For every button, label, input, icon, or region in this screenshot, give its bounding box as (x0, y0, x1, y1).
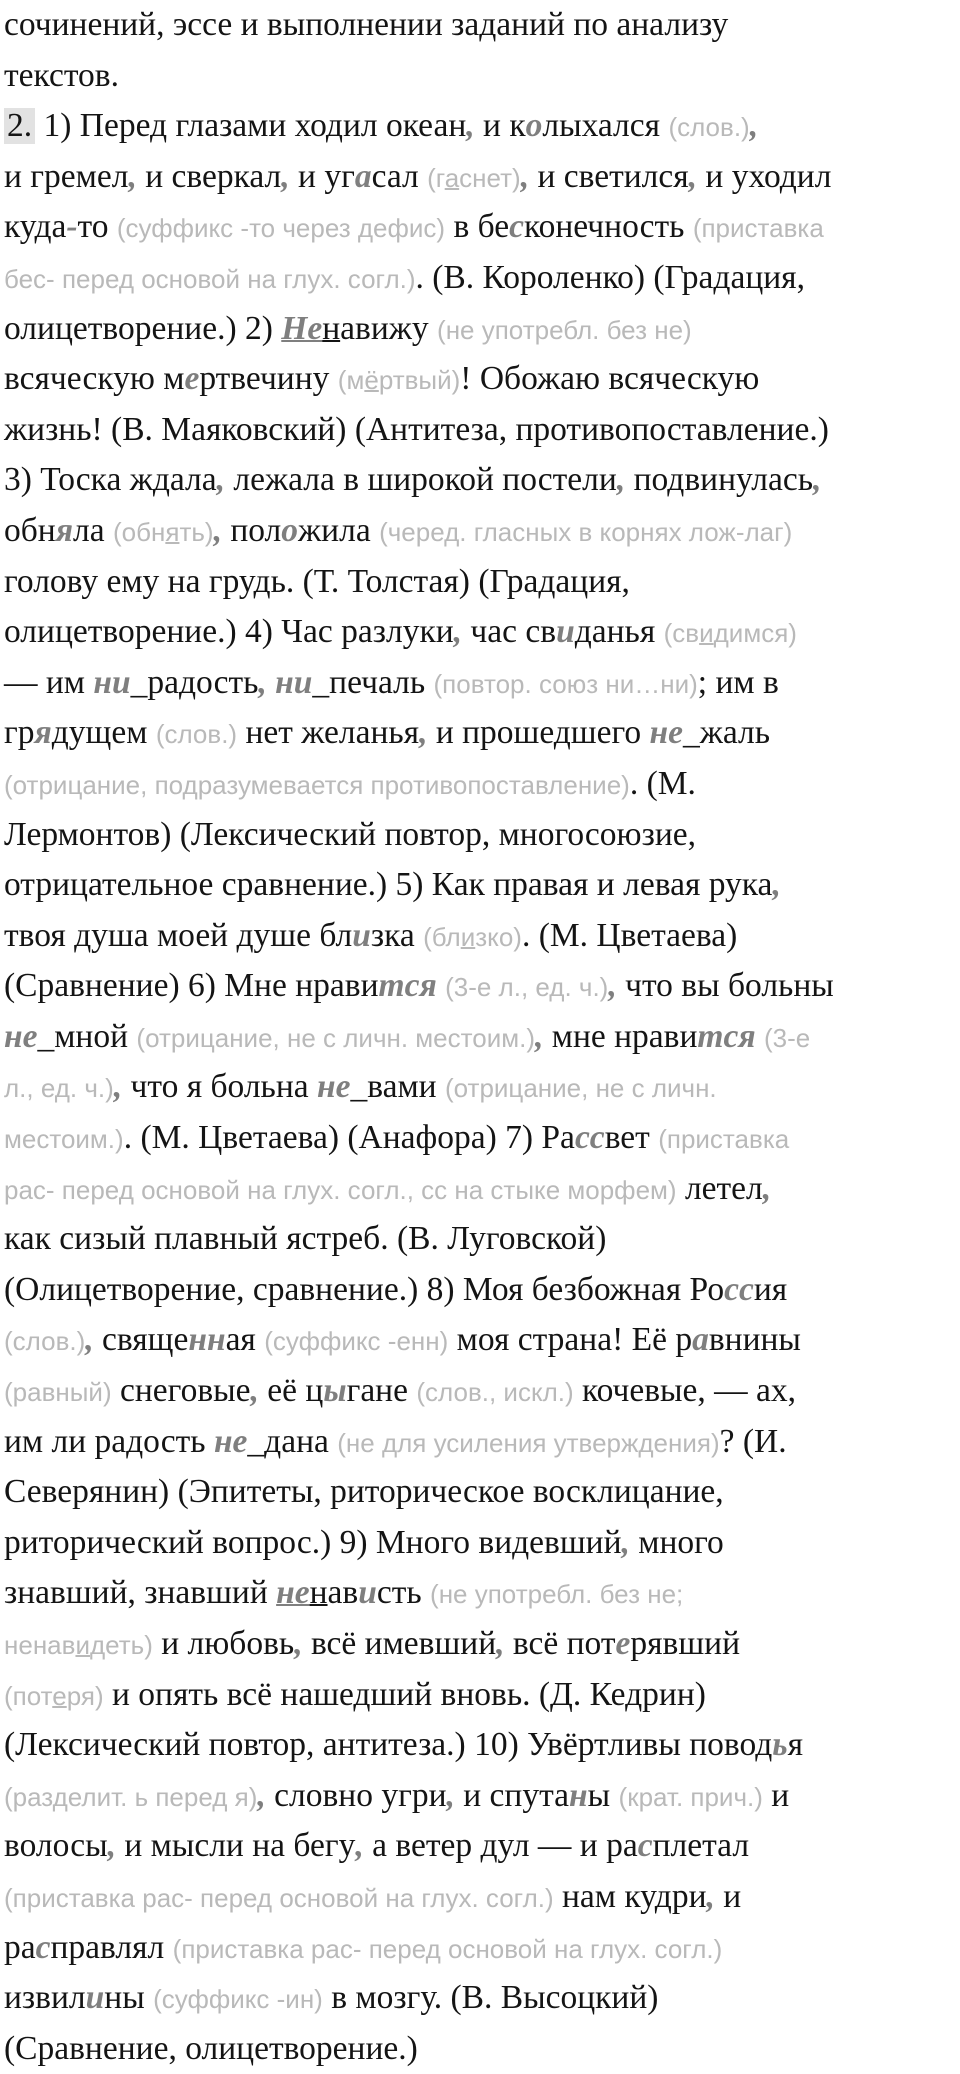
grammar-hint: (повтор. союз ни…ни) (433, 668, 698, 699)
spelling-mark: о (281, 511, 299, 549)
text-run: ртвечину (199, 360, 338, 398)
text-run: и уходил (697, 157, 832, 195)
spelling-mark: е (184, 360, 200, 398)
text-run: (Олицетворение, сравнение.) 8) Моя безбожная Ро (4, 1270, 725, 1308)
spelling-mark: , (496, 1625, 505, 1662)
spelling-mark: , (250, 1372, 259, 1410)
text-run: в мозгу. (В. Высоцкий) (322, 1979, 659, 2017)
text-run: куда (4, 208, 67, 246)
spelling-mark: тся (697, 1017, 756, 1055)
spelling-mark: ы (323, 1372, 347, 1410)
grammar-hint: и (699, 618, 714, 649)
text-run: и мысли на бегу (115, 1827, 356, 1865)
text-run: ны (104, 1979, 154, 2017)
spelling-mark: с (637, 1827, 653, 1865)
text-line (4, 1720, 960, 1771)
text-run: сть (376, 1574, 431, 1612)
text-run: моя страна! Её р (448, 1321, 693, 1359)
text-run: внины (708, 1321, 801, 1359)
spelling-mark: , (113, 1068, 123, 1106)
grammar-hint: (3-е л., ед. ч.) (445, 972, 609, 1003)
grammar-hint: (слов.) (668, 112, 750, 143)
grammar-hint: снет) (459, 162, 521, 193)
spelling-mark: , (281, 157, 290, 195)
spelling-mark: а (692, 1321, 709, 1359)
text-line (4, 1670, 960, 1721)
spelling-mark: - (66, 208, 78, 246)
text-run: и уг (289, 157, 355, 195)
text-line (4, 1872, 960, 1923)
text-line (4, 304, 960, 355)
spelling-mark: не (4, 1017, 38, 1055)
text-run: жизнь! (В. Маяковский) (Антитеза, противопоставление.) (4, 410, 829, 448)
text-run: пол (221, 511, 282, 549)
spelling-mark: , (706, 1877, 715, 1915)
text-run: . (М. Цветаева) (Анафора) 7) Ра (123, 1119, 575, 1157)
grammar-hint: (не для усиления утверждения) (337, 1427, 720, 1458)
text-run: свяще (93, 1321, 189, 1359)
text-run: ла (73, 511, 113, 549)
text-line (4, 455, 960, 506)
text-run: олицетворение.) 2) (4, 309, 282, 347)
text-run: всё имевший (302, 1625, 497, 1662)
text-line (4, 253, 960, 304)
text-line (4, 1214, 960, 1265)
spelling-mark: ь (772, 1726, 788, 1764)
text-run: мне нрави (543, 1017, 698, 1055)
grammar-hint: димся) (713, 618, 797, 649)
text-run: ? (И. (719, 1422, 787, 1460)
text-run: — им (4, 663, 94, 701)
text-line (4, 1923, 960, 1974)
text-line (4, 202, 960, 253)
text-run: олицетворение.) 4) Час разлуки (4, 613, 454, 651)
grammar-hint: (приставка (692, 213, 824, 244)
spelling-mark: не (276, 1574, 310, 1612)
text-run: то (77, 208, 117, 246)
text-line (4, 557, 960, 608)
text-run: лежала в широкой постели (225, 461, 617, 499)
text-line (4, 1821, 960, 1872)
grammar-hint: ртвый) (378, 365, 461, 396)
text-line (4, 1315, 960, 1366)
grammar-hint: местоим.) (4, 1124, 124, 1155)
text-line (4, 1973, 960, 2024)
text-line (4, 911, 960, 962)
text-line (4, 961, 960, 1012)
text-line (4, 810, 960, 861)
grammar-hint: деть) (89, 1630, 153, 1660)
grammar-hint: зко) (475, 921, 522, 952)
spelling-mark: сс (724, 1270, 754, 1308)
grammar-hint: (слов., искл.) (416, 1377, 574, 1408)
text-run: . (В. Короленко) (Градация, (415, 258, 805, 296)
text-line (4, 860, 960, 911)
text-run: ы (587, 1776, 619, 1814)
text-run: (Сравнение, олицетворение.) (4, 2029, 418, 2067)
spelling-mark: тся (378, 967, 437, 1005)
text-line (4, 152, 960, 203)
text-run: . (М. (629, 764, 696, 802)
text-run: сал (371, 157, 428, 195)
spelling-mark: , (621, 1523, 630, 1561)
underlined-letter: н (322, 309, 341, 347)
text-run: 1) Перед глазами ходил океан (35, 107, 467, 145)
text-run: ая (225, 1321, 265, 1359)
text-run: _вами (350, 1068, 445, 1106)
text-run: нам кудри (553, 1877, 707, 1915)
grammar-hint: я (165, 516, 180, 547)
spelling-mark: с (509, 208, 524, 246)
grammar-hint: (черед. гласных в корнях лож-лаг) (379, 516, 793, 547)
text-line (4, 1062, 960, 1113)
text-line (4, 607, 960, 658)
spelling-mark: , (107, 1827, 116, 1865)
text-run: всяческую м (4, 360, 185, 398)
spelling-mark: , (446, 1776, 455, 1814)
text-line (4, 759, 960, 810)
grammar-hint: (крат. прич.) (618, 1781, 763, 1812)
text-line (4, 51, 960, 102)
text-run: гр (4, 714, 35, 752)
spelling-mark: , (749, 107, 759, 145)
text-run: _дана (247, 1422, 338, 1460)
text-run: риторический вопрос.) 9) Много видевший (4, 1523, 622, 1561)
grammar-hint: е (52, 1680, 67, 1711)
spelling-mark: , (85, 1321, 94, 1359)
text-line (4, 101, 960, 152)
text-run: жила (298, 511, 380, 549)
text-run: много (629, 1523, 724, 1561)
text-run: я (787, 1726, 804, 1764)
text-run: ра (4, 1928, 36, 1966)
spelling-mark: , (688, 157, 698, 195)
text-line (4, 1518, 960, 1569)
grammar-hint: ря) (66, 1680, 104, 1711)
text-line (4, 1771, 960, 1822)
text-line (4, 354, 960, 405)
text-run: знавший, знавший (4, 1574, 277, 1612)
spelling-mark: , (419, 714, 428, 752)
text-run: голову ему на грудь. (Т. Толстая) (Градация, (4, 562, 630, 600)
text-run: гане (346, 1372, 417, 1410)
text-run: и сверкал (136, 157, 282, 195)
text-run: и прошедшего (427, 714, 650, 752)
text-run: . (М. Цветаева) (521, 916, 738, 954)
text-run: конечность (524, 208, 693, 246)
text-line (4, 1417, 960, 1468)
grammar-hint: (разделит. ь перед я) (4, 1781, 258, 1812)
text-run: _печаль (312, 663, 434, 701)
text-run: нет желанья (237, 714, 420, 752)
text-run: кочевые, — ах, (573, 1372, 797, 1410)
grammar-hint: (суффикс -ин) (153, 1984, 323, 2015)
text-run: ! Обожаю всяческую (460, 360, 760, 398)
text-run: и к (474, 107, 526, 145)
text-run: летел (676, 1169, 763, 1207)
text-run: как сизый плавный ястреб. (В. Луговской) (4, 1220, 607, 1258)
spelling-mark: , (762, 1169, 772, 1207)
spelling-mark: , (535, 1017, 544, 1055)
text-run: что вы больны (616, 967, 834, 1005)
grammar-hint: (св (663, 618, 700, 649)
grammar-hint: (слов.) (155, 719, 238, 750)
grammar-hint: (отрицание, не с личн. местоим.) (136, 1022, 535, 1053)
grammar-hint: (суффикс -енн) (264, 1326, 449, 1357)
grammar-hint: (3-е (763, 1022, 811, 1053)
text-line (4, 1265, 960, 1316)
text-run: час св (462, 613, 557, 651)
text-run: а ветер дул — и ра (363, 1827, 638, 1865)
spelling-mark: не (213, 1422, 248, 1460)
spelling-mark: не (317, 1068, 351, 1106)
text-run: рявший (630, 1625, 741, 1662)
text-run (437, 967, 445, 1004)
text-run: ; им в (697, 663, 779, 701)
text-run: извил (4, 1979, 86, 2017)
grammar-hint: (бл (423, 921, 461, 952)
text-line (4, 1113, 960, 1164)
grammar-hint: (равный) (4, 1377, 112, 1408)
text-run: сочинений, эссе и выполнении заданий по анализу (4, 6, 729, 43)
spelling-mark: , (213, 511, 222, 549)
text-run: плетал (652, 1827, 750, 1865)
spelling-mark: сс (574, 1119, 605, 1157)
spelling-mark: , (258, 663, 267, 701)
text-run: зка (370, 916, 424, 954)
text-run: текстов. (4, 56, 119, 94)
grammar-hint: (суффикс -то через дефис) (116, 213, 446, 244)
spelling-mark: , (813, 461, 822, 499)
grammar-hint: (отрицание, не с личн. (444, 1073, 717, 1104)
text-run: и (714, 1877, 742, 1915)
spelling-mark: я (55, 511, 73, 549)
text-run: отрицательное сравнение.) 5) Как правая и левая рука (4, 866, 773, 904)
text-run: её ц (258, 1372, 324, 1410)
task-number: 2. (4, 108, 35, 144)
text-run (756, 1018, 764, 1055)
spelling-mark: , (608, 967, 617, 1005)
spelling-mark: а (354, 157, 372, 195)
grammar-hint: (не употребл. без не) (437, 314, 692, 345)
text-run: 3) Тоска ждала (4, 461, 217, 499)
grammar-hint: (г (427, 162, 445, 193)
spelling-mark: и (85, 1979, 105, 2017)
text-line (4, 405, 960, 456)
text-run: обн (4, 511, 56, 549)
text-line (4, 1568, 960, 1619)
text-run: и опять всё нашедший вновь. (Д. Кедрин) (103, 1675, 706, 1713)
text-run: вет (604, 1119, 659, 1157)
text-line (4, 658, 960, 709)
spelling-mark: и (556, 613, 575, 651)
text-line (4, 1366, 960, 1417)
spelling-mark: , (294, 1625, 303, 1662)
text-run: и (762, 1776, 790, 1814)
text-run: что я больна (122, 1068, 318, 1106)
spelling-mark: и (358, 1574, 377, 1612)
text-run: подвинулась (625, 461, 814, 499)
spelling-mark: , (772, 866, 781, 904)
spelling-mark: ни (275, 663, 313, 701)
spelling-mark: , (216, 461, 226, 499)
text-run (267, 664, 275, 701)
spelling-mark: , (453, 613, 463, 651)
text-run: Северянин) (Эпитеты, риторическое восклицание, (4, 1473, 724, 1511)
text-run: _радость (130, 663, 259, 701)
spelling-mark: , (466, 107, 475, 145)
text-run: Лермонтов) (Лексический повтор, многосоюзие, (4, 815, 696, 853)
spelling-mark: , (355, 1827, 364, 1865)
text-run: снеговые (111, 1372, 251, 1410)
spelling-mark: не (649, 714, 683, 752)
spelling-mark: н (569, 1776, 588, 1814)
grammar-hint: (приставка рас- перед основой на глух. согл.) (172, 1933, 723, 1964)
text-line (4, 1164, 960, 1215)
grammar-hint: (слов.) (4, 1326, 86, 1357)
text-run: (Сравнение) 6) Мне нрави (4, 967, 379, 1005)
spelling-mark: я (34, 714, 52, 752)
text-run: дущем (51, 714, 156, 752)
text-run: волосы (4, 1827, 108, 1865)
text-run: авижу (340, 309, 438, 347)
grammar-hint: бес- перед основой на глух. согл.) (4, 263, 416, 294)
underlined-letter: н (309, 1574, 328, 1612)
text-run: в бе (445, 208, 510, 246)
text-run: ия (753, 1270, 788, 1308)
text-run: лыхался (542, 107, 669, 145)
grammar-hint: рас- перед основой на глух. согл., сс на стыке морфем) (4, 1174, 677, 1205)
text-run: данья (574, 613, 664, 651)
spelling-mark: , (616, 461, 626, 499)
text-line (4, 506, 960, 557)
spelling-mark: о (525, 107, 543, 145)
grammar-hint: ненав (4, 1630, 76, 1660)
text-run: и любовь (152, 1625, 295, 1662)
text-line (4, 2024, 960, 2074)
grammar-hint: (не употребл. без не; (430, 1579, 684, 1610)
text-run: словно угри (265, 1776, 447, 1814)
grammar-hint: а (444, 162, 460, 193)
grammar-hint: (отрицание, подразумевается противопоставление) (4, 769, 630, 800)
text-line (4, 1467, 960, 1518)
spelling-mark: , (257, 1776, 266, 1814)
grammar-hint: (обн (112, 516, 166, 547)
text-run: ав (327, 1574, 359, 1612)
text-run: _жаль (682, 714, 771, 752)
grammar-hint: ё (364, 365, 379, 396)
spelling-mark: Не (281, 309, 323, 347)
grammar-hint: ть) (179, 516, 214, 547)
text-run: и светился (529, 157, 689, 195)
spelling-mark: нн (188, 1321, 226, 1359)
spelling-mark: ни (93, 663, 131, 701)
spelling-mark: е (615, 1625, 631, 1662)
text-line (4, 1619, 960, 1670)
grammar-hint: и (75, 1630, 90, 1660)
text-run: и гремел (4, 157, 129, 195)
text-run: всё пот (504, 1625, 616, 1662)
text-line (4, 1012, 960, 1063)
text-run: и спута (454, 1776, 570, 1814)
text-line (4, 0, 960, 51)
spelling-mark: с (35, 1928, 51, 1966)
text-line (4, 708, 960, 759)
grammar-hint: л., ед. ч.) (4, 1073, 114, 1104)
text-run: твоя душа моей душе бл (4, 916, 353, 954)
text-run: (Лексический повтор, антитеза.) 10) Увёртливы повод (4, 1726, 773, 1764)
spelling-mark: , (128, 157, 137, 195)
text-run: правлял (50, 1928, 173, 1966)
text-run: им ли радость (4, 1422, 214, 1460)
spelling-mark: и (352, 916, 371, 954)
grammar-hint: (приставка рас- перед основой на глух. согл.) (4, 1882, 554, 1913)
grammar-hint: (м (337, 365, 365, 396)
grammar-hint: (пот (4, 1680, 53, 1711)
spelling-mark: , (520, 157, 530, 195)
grammar-hint: (приставка (658, 1124, 790, 1155)
grammar-hint: и (460, 921, 476, 952)
text-run: _мной (37, 1017, 137, 1055)
